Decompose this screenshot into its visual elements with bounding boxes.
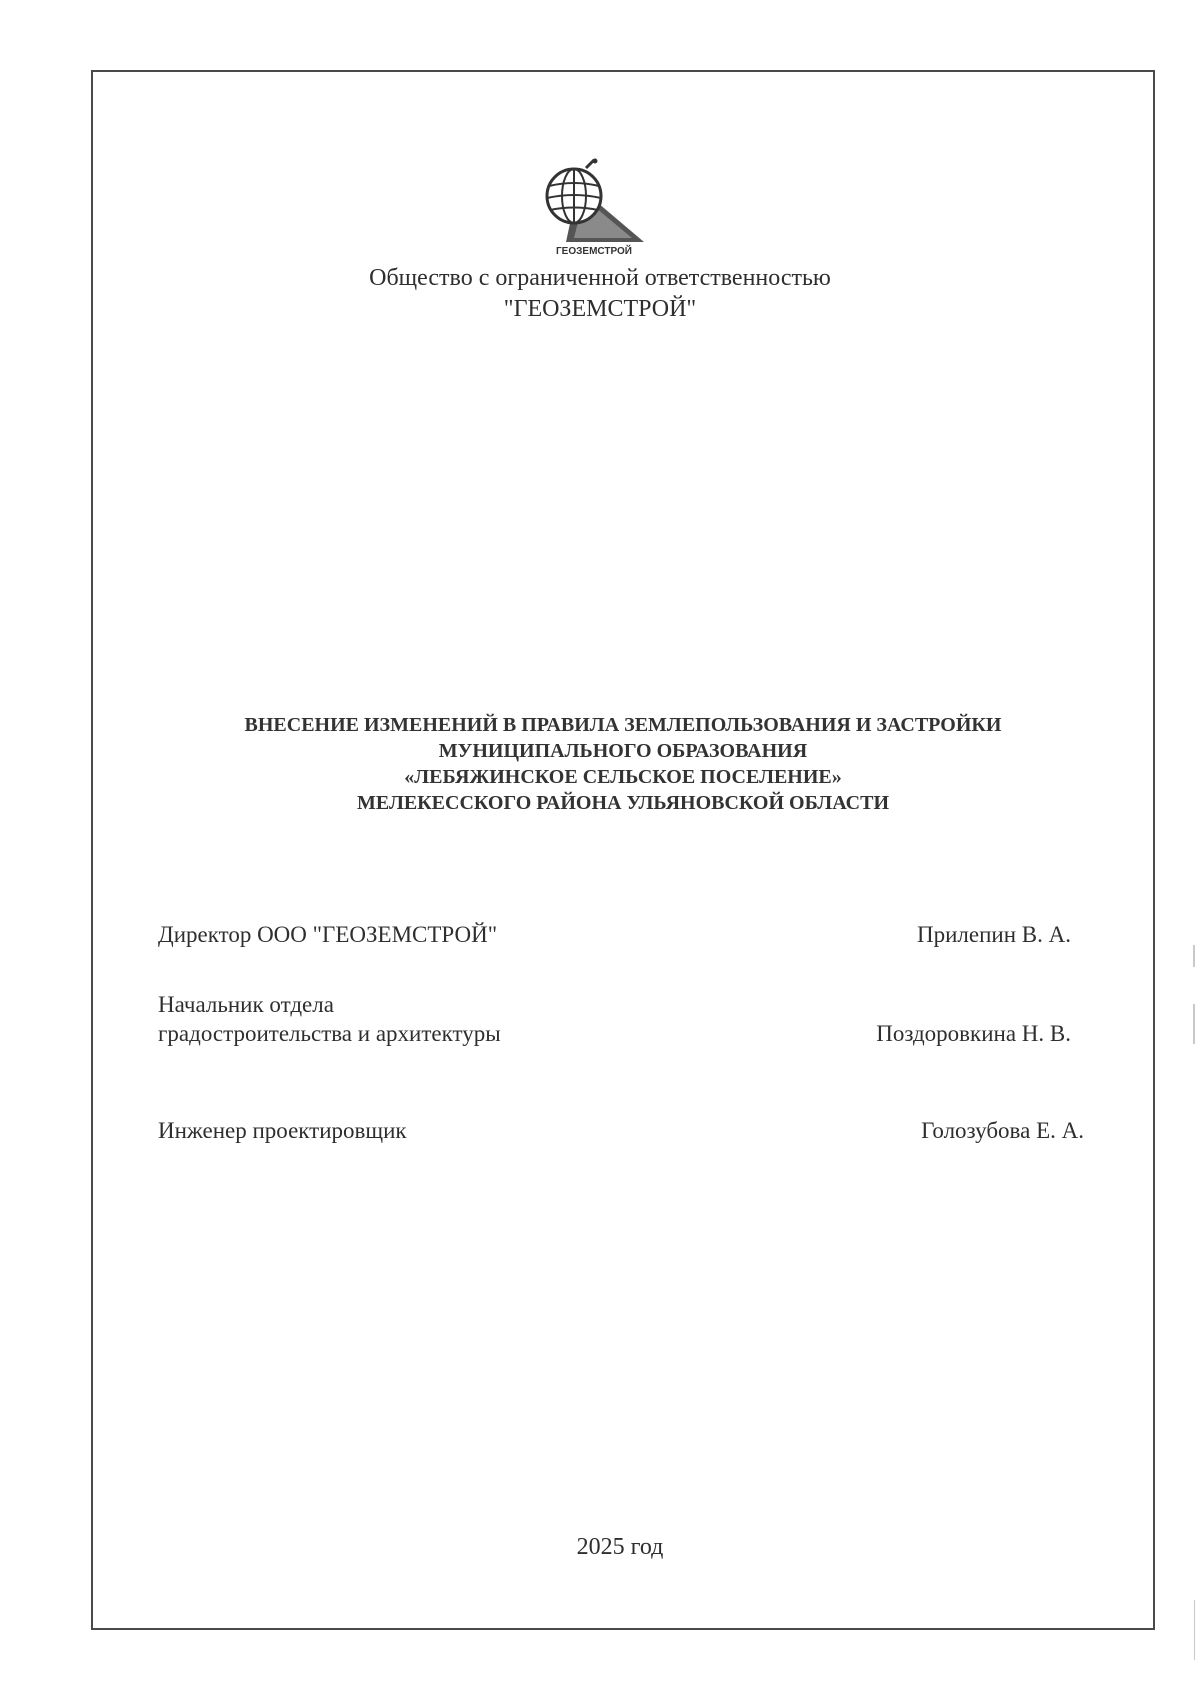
- signatory-name-head: Поздоровкина Н. В.: [876, 1021, 1071, 1046]
- title-line: МУНИЦИПАЛЬНОГО ОБРАЗОВАНИЯ: [438, 740, 808, 762]
- signatory-position-head-line1: Начальник отдела: [158, 992, 334, 1017]
- title-line: ВНЕСЕНИЕ ИЗМЕНЕНИЙ В ПРАВИЛА ЗЕМЛЕПОЛЬЗОВАНИЯ И ЗАСТРОЙКИ: [244, 714, 1002, 736]
- svg-text:ГЕОЗЕМСТРОЙ: ГЕОЗЕМСТРОЙ: [556, 246, 632, 256]
- title-line: МЕЛЕКЕССКОГО РАЙОНА УЛЬЯНОВСКОЙ ОБЛАСТИ: [356, 792, 889, 814]
- scan-artifact: [1194, 1600, 1195, 1660]
- document-year: 2025 год: [576, 1534, 664, 1560]
- scan-artifact: [1193, 945, 1195, 967]
- company-logo: [536, 158, 651, 256]
- signatory-position-engineer: Инженер проектировщик: [158, 1118, 407, 1143]
- scan-artifact: [1193, 1004, 1195, 1044]
- organization-name: "ГЕОЗЕМСТРОЙ": [503, 296, 697, 322]
- document-title: [91, 712, 1155, 816]
- signatory-name-director: Прилепин В. А.: [917, 922, 1071, 947]
- organization-type: Общество с ограниченной ответственностью: [369, 265, 831, 291]
- signatory-position-head-line2: градостроительства и архитектуры: [158, 1021, 501, 1046]
- signatory-name-engineer: Голозубова Е. А.: [921, 1118, 1084, 1143]
- title-line: «ЛЕБЯЖИНСКОЕ СЕЛЬСКОЕ ПОСЕЛЕНИЕ»: [404, 766, 842, 788]
- signatory-position-director: Директор ООО "ГЕОЗЕМСТРОЙ": [158, 922, 498, 947]
- globe-triangle-logo-icon: [536, 158, 651, 256]
